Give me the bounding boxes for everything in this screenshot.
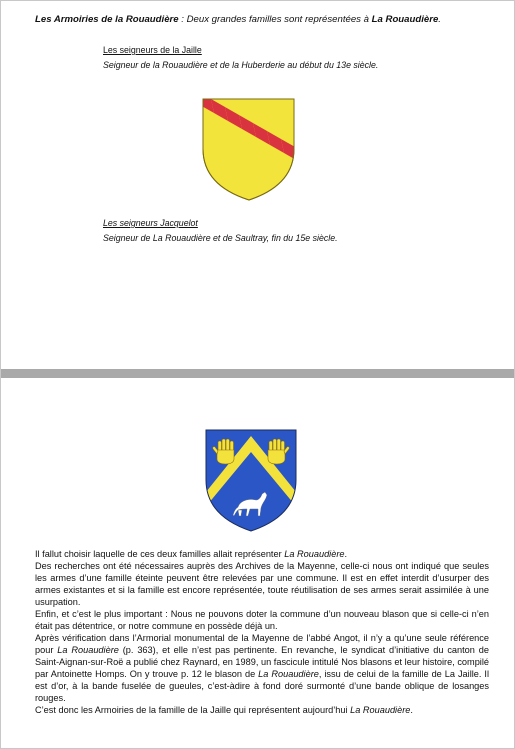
section-jacquelot-description: Seigneur de La Rouaudière et de Saultray, fin du 15e siècle.: [103, 233, 338, 243]
body-p5-placename: La Rouaudière: [350, 705, 411, 715]
intro-placename: La Rouaudière: [371, 14, 439, 25]
body-p4-text-c: , issu de celui de la famille de La Jaille. Il est d’or, à la bande fuselée de gueules, c’est-àdire à fond doré surmonté d’une bande oblique de losanges rouges.: [35, 669, 490, 703]
intro-line: [35, 14, 441, 25]
page-separator: [1, 369, 514, 378]
section-jaille-description: Seigneur de la Rouaudière et de la Huberderie au début du 13e siècle.: [103, 60, 379, 70]
section-jaille: [103, 45, 378, 70]
body-p1-placename: La Rouaudière: [284, 549, 345, 559]
body-paragraph-3: Enfin, et c’est le plus important : Nous ne pouvons doter la commune d’un nouveau blason que si celle-ci n’en était pas détentrice, or notre commune en possède déjà un.: [35, 609, 489, 631]
body-p4-text-b: (p. 363), et elle n’est pas pertinente. En revanche, le syndicat d’initiative du canton de Saint-Aignan-sur-Roë a publié chez Raynard, en 1989, un fascicule intitulé Nos blasons et leur histoire, compilé par Antoinette Homps. On y trouve p. 12 le blason de: [35, 645, 489, 679]
intro-lead: Les Armoiries de la Rouaudière: [35, 14, 179, 25]
body-p4-placename-2: La Rouaudière: [258, 669, 319, 679]
jaille-coat-of-arms: [201, 97, 296, 202]
body-p5-end: .: [410, 705, 413, 715]
section-jacquelot-heading: Les seigneurs Jacquelot: [103, 218, 198, 228]
body-paragraph-4: [35, 632, 489, 704]
section-jaille-heading: Les seigneurs de la Jaille: [103, 45, 202, 55]
body-paragraph-5: [35, 704, 489, 716]
body-p4-placename-1: La Rouaudière: [57, 645, 119, 655]
body-paragraph-1: [35, 548, 489, 560]
body-text: [35, 548, 489, 716]
body-p5-text: C’est donc les Armoiries de la famille de la Jaille qui représentent aujourd’hui: [35, 705, 351, 715]
body-p4-text-a: Après vérification dans l’Armorial monumental de la Mayenne de l’abbé Angot, il n’y a qu’une seule référence pour: [35, 633, 489, 655]
body-paragraph-2: Des recherches ont été nécessaires auprès des Archives de la Mayenne, celle-ci nous ont indiqué que seules les armes d’une famille éteinte peuvent être relevées par une commune. Il est en effet interdit d’usurper des armes existantes et si la famille est encore représentée, toute réutilisation de ses armes serait assimilée à une usurpation.: [35, 561, 489, 607]
intro-text: : Deux grandes familles sont représentées à: [178, 14, 372, 25]
body-p1-end: .: [344, 549, 348, 559]
intro-end: .: [438, 14, 441, 25]
body-p1-text: Il fallut choisir laquelle de ces deux familles allait représenter: [35, 549, 285, 559]
section-jacquelot: [103, 218, 338, 243]
rouaudiere-coat-of-arms: [204, 428, 298, 533]
